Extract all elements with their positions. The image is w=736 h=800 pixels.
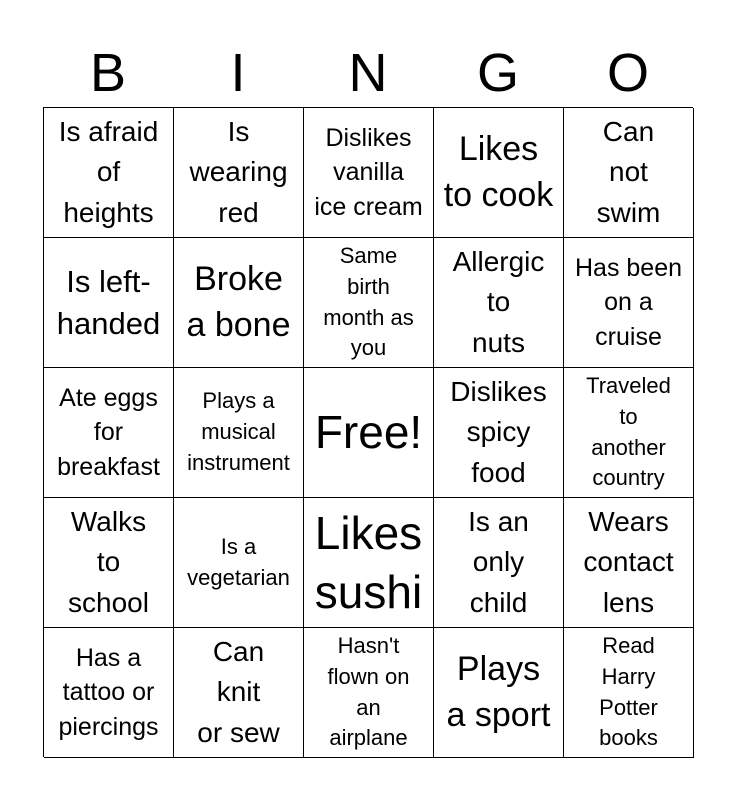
cell-text: Wears contact lens xyxy=(583,506,674,618)
cell-text: Walks to school xyxy=(68,506,149,618)
cell-text: Plays a sport xyxy=(446,649,551,734)
cell-text: Can knit or sew xyxy=(197,636,280,748)
bingo-cell[interactable] xyxy=(304,628,434,758)
bingo-header xyxy=(43,40,693,106)
cell-text: Has been on a cruise xyxy=(574,253,683,351)
bingo-cell[interactable] xyxy=(304,498,434,628)
cell-text: Has a tattoo or piercings xyxy=(58,643,159,741)
bingo-cell[interactable] xyxy=(434,498,564,628)
bingo-cell[interactable] xyxy=(44,368,174,498)
cell-text: Likes to cook xyxy=(443,129,554,214)
bingo-cell[interactable] xyxy=(434,238,564,368)
bingo-cell[interactable] xyxy=(564,498,694,628)
cell-text: Dislikes vanilla ice cream xyxy=(314,123,423,221)
cell-text: Traveled to another country xyxy=(586,372,671,491)
bingo-cell[interactable] xyxy=(174,238,304,368)
cell-text: Is wearing red xyxy=(189,116,288,228)
cell-text: Read Harry Potter books xyxy=(599,632,658,751)
bingo-cell[interactable] xyxy=(174,368,304,498)
cell-text: Free! xyxy=(314,406,423,459)
cell-text: Is an only child xyxy=(468,506,529,618)
cell-text: Ate eggs for breakfast xyxy=(57,383,160,481)
cell-text: Plays a musical instrument xyxy=(187,388,290,475)
cell-text: Can not swim xyxy=(596,116,661,228)
bingo-cell[interactable] xyxy=(44,108,174,238)
header-letter-n: N xyxy=(348,43,388,103)
bingo-cell-free[interactable] xyxy=(304,368,434,498)
cell-text: Broke a bone xyxy=(186,259,291,344)
bingo-cell[interactable] xyxy=(564,108,694,238)
bingo-cell[interactable] xyxy=(174,108,304,238)
cell-text: Likes sushi xyxy=(314,506,423,618)
cell-text: Same birth month as you xyxy=(323,242,414,361)
bingo-grid xyxy=(43,107,693,757)
bingo-cell[interactable] xyxy=(434,628,564,758)
bingo-cell[interactable] xyxy=(564,368,694,498)
bingo-cell[interactable] xyxy=(564,628,694,758)
header-letter-b: B xyxy=(89,43,127,103)
bingo-cell[interactable] xyxy=(44,628,174,758)
cell-text: Hasn't flown on an airplane xyxy=(327,632,410,751)
cell-text: Is left- handed xyxy=(56,263,161,341)
header-letter-g: G xyxy=(476,43,519,103)
header-letter-o: O xyxy=(606,43,649,103)
bingo-cell[interactable] xyxy=(434,108,564,238)
cell-text: Is a vegetarian xyxy=(187,533,290,590)
bingo-cell[interactable] xyxy=(44,238,174,368)
bingo-cell[interactable] xyxy=(304,238,434,368)
bingo-cell[interactable] xyxy=(304,108,434,238)
cell-text: Allergic to nuts xyxy=(452,246,545,358)
cell-text: Is afraid of heights xyxy=(58,116,159,228)
bingo-cell[interactable] xyxy=(174,628,304,758)
bingo-cell[interactable] xyxy=(434,368,564,498)
bingo-cell[interactable] xyxy=(44,498,174,628)
bingo-cell[interactable] xyxy=(564,238,694,368)
header-letter-i: I xyxy=(230,43,246,103)
cell-text: Dislikes spicy food xyxy=(450,376,547,488)
bingo-cell[interactable] xyxy=(174,498,304,628)
